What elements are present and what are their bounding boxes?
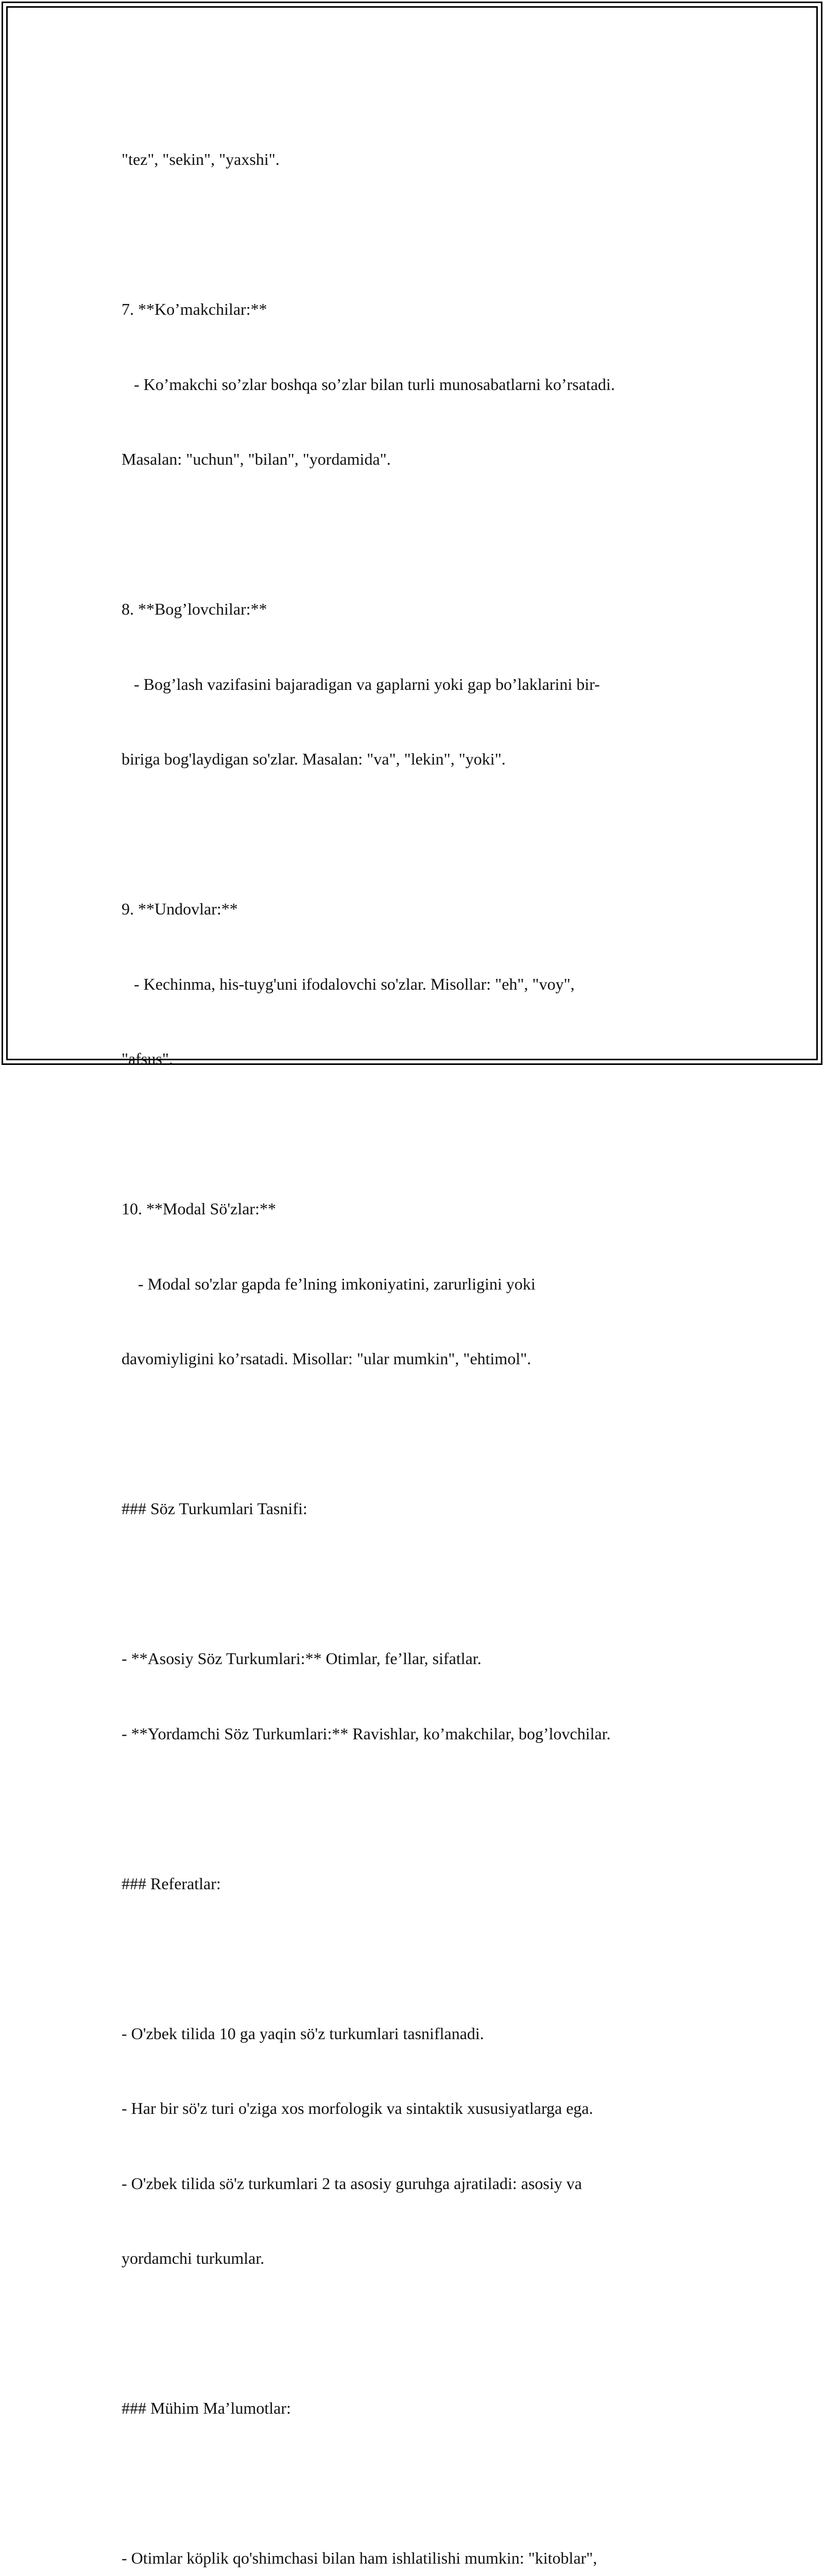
blank-line	[122, 1946, 703, 1971]
text-line: - Ko’makchi so’zlar boshqa so’zlar bilan turli munosabatlarni ko’rsatadi.	[122, 375, 615, 394]
section-heading-komakchilar: 7. **Ko’makchilar:**	[122, 300, 267, 318]
list-item: - O'zbek tilida sö'z turkumlari 2 ta asosiy guruhga ajratiladi: asosiy va	[122, 2174, 582, 2193]
blank-line	[122, 1122, 703, 1147]
text-line: - Kechinma, his-tuyg'uni ifodalovchi so'zlar. Misollar: "eh", "voy",	[122, 974, 575, 993]
heading-referatlar: ### Referatlar:	[122, 1874, 221, 1893]
list-item: - **Yordamchi Söz Turkumlari:** Ravishlar, ko’makchilar, bog’lovchilar.	[122, 1724, 611, 1743]
list-item: - Otimlar köplik qo'shimchasi bilan ham ishlatilishi mumkin: "kitoblar",	[122, 2549, 597, 2567]
blank-line	[122, 1421, 703, 1447]
section-heading-undovlar: 9. **Undovlar:**	[122, 900, 238, 918]
document-body	[122, 97, 703, 2576]
blank-line	[122, 2321, 703, 2346]
text-line: Masalan: "uchun", "bilan", "yordamida".	[122, 450, 391, 468]
text-line: yordamchi turkumlar.	[122, 2249, 265, 2267]
blank-line	[122, 522, 703, 547]
blank-line	[122, 822, 703, 847]
blank-line	[122, 1571, 703, 1597]
text-line: - Bog’lash vazifasini bajaradigan va gaplarni yoki gap bo’laklarini bir-	[122, 674, 600, 693]
section-heading-modal-sozlar: 10. **Modal Sö'zlar:**	[122, 1199, 276, 1218]
text-line: biriga bog'laydigan so'zlar. Masalan: "va", "lekin", "yoki".	[122, 750, 506, 768]
text-line: "afsus".	[122, 1049, 173, 1068]
blank-line	[122, 2471, 703, 2496]
section-heading-boglovchilar: 8. **Bog’lovchilar:**	[122, 600, 267, 618]
text-line: - Modal so'zlar gapda fe’lning imkoniyatini, zarurligini yoki	[122, 1274, 536, 1293]
heading-muhim-malumotlar: ### Mühim Ma’lumotlar:	[122, 2399, 291, 2417]
blank-line	[122, 222, 703, 247]
text-line: "tez", "sekin", "yaxshi".	[122, 150, 280, 168]
list-item: - Har bir sö'z turi o'ziga xos morfologik va sintaktik xususiyatlarga ega.	[122, 2099, 593, 2117]
list-item: - **Asosiy Söz Turkumlari:** Otimlar, fe’llar, sifatlar.	[122, 1649, 482, 1668]
blank-line	[122, 1796, 703, 1821]
heading-soz-turkumlari-tasnifi: ### Söz Turkumlari Tasnifi:	[122, 1499, 307, 1518]
text-line: davomiyligini ko’rsatadi. Misollar: "ular mumkin", "ehtimol".	[122, 1349, 531, 1368]
list-item: - O'zbek tilida 10 ga yaqin sö'z turkumlari tasniflanadi.	[122, 2024, 484, 2043]
